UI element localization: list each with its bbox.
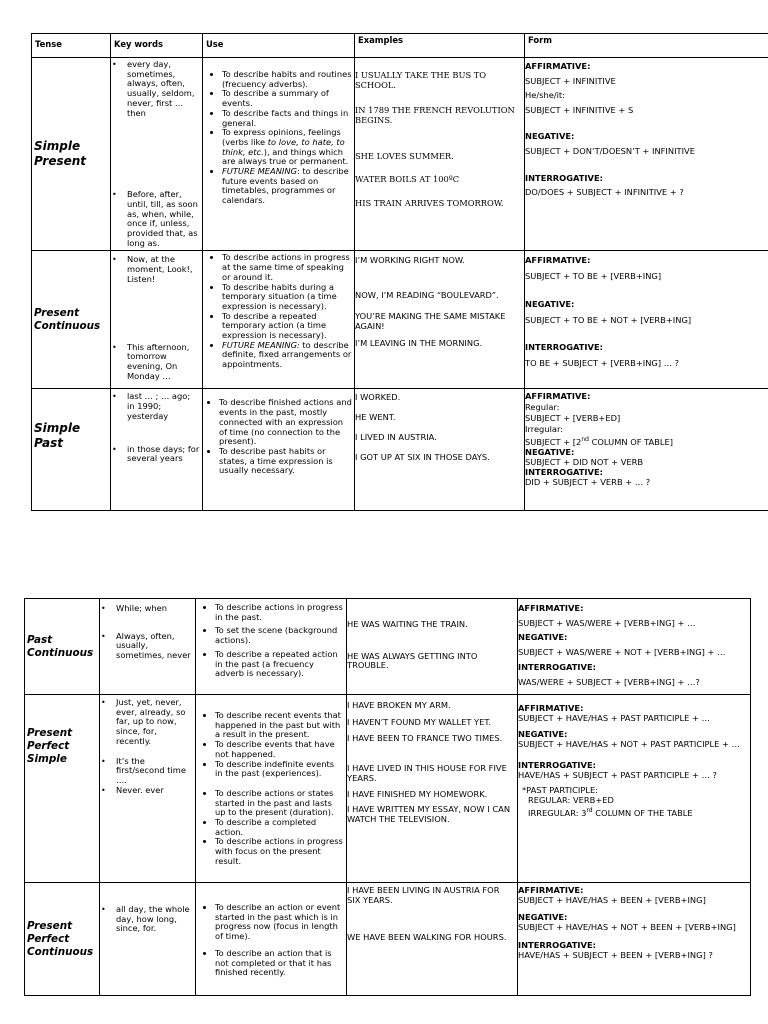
form-line: SUBJECT + [VERB+ED] (525, 412, 621, 423)
form-line: Regular: (525, 402, 560, 413)
form-label: NEGATIVE: (525, 130, 575, 141)
use-item: • To describe actions in progress at the same time of speaking or around it. (222, 253, 352, 282)
form-line: HAVE/HAS + SUBJECT + BEEN + [VERB+ING] ? (518, 949, 713, 960)
use-item: • To describe a repeated action in the past (a frecuency adverb is necessary). (215, 650, 344, 679)
form-label: NEGATIVE: (525, 446, 575, 457)
use-italic: FUTURE MEANING: (222, 339, 300, 350)
form-present-perfect-continuous (518, 883, 751, 996)
examples-present-perfect-simple (347, 695, 518, 883)
form-label: AFFIRMATIVE: (518, 703, 584, 713)
use-present-perfect-simple (196, 695, 347, 883)
use-item: • To describe habits and routines (frecuency adverbs). (222, 70, 352, 89)
example-item: I’M WORKING RIGHT NOW. (355, 255, 465, 266)
form-label: NEGATIVE: (518, 912, 568, 923)
use-present-perfect-continuous (196, 883, 347, 996)
key-word-item: • Just, yet, never, ever, already, so far, up to now, since, for, recently. (116, 698, 193, 747)
form-line: He/she/it: (525, 90, 565, 101)
example-item: I HAVE BEEN LIVING IN AUSTRIA FOR SIX YEARS. (347, 885, 500, 905)
example-item: I HAVE BROKEN MY ARM. (347, 700, 451, 710)
header-examples: Examples (355, 34, 525, 58)
key-word-item: • last … ; … ago; in 1990; yesterday (127, 392, 200, 421)
table-header-row (32, 34, 768, 58)
example-item: NOW, I’M READING “BOULEVARD”. (355, 290, 499, 301)
tense-word: Continuous (34, 319, 101, 332)
form-sup: rd (586, 806, 593, 814)
form-text: COLUMN OF THE TABLE (592, 807, 693, 818)
form-label: AFFIRMATIVE: (518, 885, 584, 895)
form-simple-present (525, 58, 768, 251)
form-line: Irregular: (525, 423, 564, 434)
table-row-present-continuous (32, 251, 768, 389)
use-past-continuous (196, 599, 347, 695)
use-item: • To describe a repeated temporary action (a time expression is necessary). (222, 312, 352, 341)
use-item: • To describe finished actions and events in the past, mostly connected with an expression of time (no connection to the present). (219, 398, 352, 447)
form-text: SUBJECT + [2 (525, 437, 582, 448)
form-line: SUBJECT + HAVE/HAS + NOT + BEEN + [VERB+ING] (518, 922, 736, 933)
use-simple-past (203, 389, 355, 511)
table-row-simple-past (32, 389, 768, 511)
use-item: • To describe a completed action. (215, 818, 344, 837)
form-line: SUBJECT + DID NOT + VERB (525, 457, 644, 468)
tense-word: Continuous (27, 945, 94, 958)
tenses-table-2 (24, 598, 751, 996)
tense-present-perfect-continuous (25, 883, 100, 996)
tense-word: Continuous (27, 646, 94, 659)
example-item: HE WAS WAITING THE TRAIN. (347, 619, 468, 629)
example-item: WE HAVE BEEN WALKING FOR HOURS. (347, 932, 507, 943)
tense-word: Present (34, 306, 80, 319)
tense-present-perfect-simple (25, 695, 100, 883)
form-line: SUBJECT + TO BE + [VERB+ING] (525, 271, 662, 282)
tense-word: Simple (34, 421, 81, 436)
form-label: AFFIRMATIVE: (518, 603, 584, 613)
key-words-simple-past (111, 389, 203, 511)
use-item: • To set the scene (background actions). (215, 626, 344, 645)
form-label: INTERROGATIVE: (525, 342, 603, 353)
key-word-item: • in those days; for several years (127, 445, 200, 464)
use-item: • To describe a summary of events. (222, 89, 352, 108)
form-line (525, 435, 768, 447)
use-item (222, 128, 352, 167)
key-word-item: • While; when (116, 604, 193, 614)
form-past-continuous (518, 599, 751, 695)
form-present-perfect-simple (518, 695, 751, 883)
use-item (222, 341, 352, 370)
key-word-item: • Always, often, usually, sometimes, never (116, 632, 193, 661)
key-word-item: • Now, at the moment, Look!, Listen! (127, 255, 200, 284)
tense-word: Perfect (27, 740, 70, 752)
form-line: DO/DOES + SUBJECT + INFINITIVE + ? (525, 186, 684, 197)
key-words-present-perfect-continuous (100, 883, 196, 996)
form-line: WAS/WERE + SUBJECT + [VERB+ING] + …? (518, 676, 700, 687)
key-word-item: • Before, after, until, till, as soon as, when, while, once if, unless, provided that, as long as. (127, 190, 200, 248)
use-item: • To describe habits during a temporary situation (a time expression is necessary). (222, 283, 352, 312)
use-item: • To describe indefinite events in the past (experiences). (215, 760, 344, 779)
example-item: I HAVE BEEN TO FRANCE TWO TIMES. (347, 733, 503, 744)
examples-simple-past (355, 389, 525, 511)
use-item: • To describe actions in progress in the past. (215, 603, 344, 622)
key-words-simple-present (111, 58, 203, 251)
form-label: INTERROGATIVE: (518, 939, 596, 950)
example-item: I HAVEN’T FOUND MY WALLET YET. (347, 716, 492, 727)
form-line: SUBJECT + HAVE/HAS + PAST PARTICIPLE + … (518, 712, 710, 723)
form-line: SUBJECT + WAS/WERE + [VERB+ING] + … (518, 617, 696, 628)
example-item: I HAVE WRITTEN MY ESSAY, NOW I CAN WATCH THE TELEVISION. (347, 804, 511, 824)
form-line: SUBJECT + HAVE/HAS + BEEN + [VERB+ING] (518, 894, 706, 905)
tense-word: Simple (34, 139, 81, 154)
header-tense: Tense (32, 34, 111, 58)
tense-word: Present (34, 154, 87, 169)
form-label: NEGATIVE: (518, 729, 568, 740)
form-label: INTERROGATIVE: (518, 661, 596, 672)
form-label: INTERROGATIVE: (525, 173, 603, 184)
tense-past-continuous (25, 599, 100, 695)
form-line: REGULAR: VERB+ED (528, 794, 614, 805)
form-present-continuous (525, 251, 768, 389)
form-line: SUBJECT + HAVE/HAS + NOT + PAST PARTICIPLE + … (518, 739, 740, 750)
tense-word: Simple (27, 753, 67, 765)
tense-simple-past (32, 389, 111, 511)
examples-simple-present (355, 58, 525, 251)
form-line: HAVE/HAS + SUBJECT + PAST PARTICIPLE + … ? (518, 769, 717, 780)
use-present-continuous (203, 251, 355, 389)
use-item: • To describe an action that is not completed or that it has finished recently. (215, 949, 344, 978)
tense-word: Present (27, 919, 73, 932)
use-text: : to describe future events based on timetables, programmes or calendars. (222, 166, 349, 206)
key-word-item: • It’s the first/second time …. (116, 757, 193, 786)
form-label: NEGATIVE: (525, 298, 575, 309)
example-item: YOU’RE MAKING THE SAME MISTAKE AGAIN! (355, 310, 506, 331)
example-item: I HAVE LIVED IN THIS HOUSE FOR FIVE YEARS. (347, 763, 507, 783)
example-item: I GOT UP AT SIX IN THOSE DAYS. (355, 451, 490, 462)
example-item: I HAVE FINISHED MY HOMEWORK. (347, 788, 488, 799)
use-item: • To describe events that have not happened. (215, 740, 344, 759)
form-text: IRREGULAR: 3 (528, 807, 587, 818)
key-words-present-continuous (111, 251, 203, 389)
key-word-item: • all day, the whole day, how long, since, for. (116, 905, 193, 934)
form-line: *PAST PARTICIPLE: (522, 785, 598, 796)
use-simple-present (203, 58, 355, 251)
form-line: SUBJECT + WAS/WERE + NOT + [VERB+ING] + … (518, 647, 726, 658)
form-simple-past (525, 389, 768, 511)
tenses-table-1 (31, 33, 768, 511)
examples-past-continuous (347, 599, 518, 695)
tense-simple-present (32, 58, 111, 251)
form-line: SUBJECT + INFINITIVE + S (525, 105, 634, 116)
form-line: SUBJECT + DON’T/DOESN’T + INFINITIVE (525, 145, 695, 156)
examples-present-continuous (355, 251, 525, 389)
use-italic: FUTURE MEANING (222, 166, 297, 177)
key-word-item: • Never. ever (116, 786, 193, 796)
tense-word: Past (27, 633, 53, 646)
form-label: AFFIRMATIVE: (525, 391, 591, 402)
form-label: INTERROGATIVE: (518, 759, 596, 770)
form-label: AFFIRMATIVE: (525, 61, 591, 71)
table-row-present-perfect-continuous (25, 883, 751, 996)
use-item (222, 167, 352, 206)
example-item: I’M LEAVING IN THE MORNING. (355, 338, 483, 349)
use-italic: to (267, 136, 277, 147)
table-row-past-continuous (25, 599, 751, 695)
example-item: HE WENT. (355, 412, 396, 423)
tense-word: Present (27, 727, 73, 739)
key-word-item: • every day, sometimes, always, often, usually, seldom, never, first …then (127, 60, 200, 118)
form-line: TO BE + SUBJECT + [VERB+ING] … ? (525, 357, 680, 368)
key-word-item: • This afternoon, tomorrow evening, On Monday … (127, 343, 200, 382)
form-line: SUBJECT + INFINITIVE (525, 75, 616, 86)
use-item: • To describe past habits or states, a time expression is usually necessary. (219, 447, 352, 476)
form-label: INTERROGATIVE: (525, 467, 603, 478)
tense-word: Perfect (27, 932, 70, 945)
use-item: • To describe an action or event started in the past which is in progress now (focus in length of time). (215, 903, 344, 942)
use-italic: love, to hate, to think, etc. (222, 136, 345, 157)
use-item: • To describe actions or states started in the past and lasts up to the present (duration). (215, 789, 344, 818)
tense-present-continuous (32, 251, 111, 389)
table-row-simple-present (32, 58, 768, 251)
example-item: SHE LOVES SUMMER. (355, 150, 454, 161)
example-item: I USUALLY TAKE THE BUS TO SCHOOL. (355, 70, 487, 90)
tense-word: Past (34, 436, 64, 451)
example-item: WATER BOILS AT 100ºC (355, 173, 460, 184)
example-item: HE WAS ALWAYS GETTING INTO TROUBLE. (347, 650, 478, 671)
use-item: • To describe actions in progress with focus on the present result. (215, 837, 344, 866)
key-words-past-continuous (100, 599, 196, 695)
example-item: I WORKED. (355, 392, 401, 403)
use-text: ), and things which are always true or permanent. (222, 146, 349, 167)
example-item: HIS TRAIN ARRIVES TOMORROW. (355, 198, 504, 209)
form-label: NEGATIVE: (518, 632, 568, 643)
use-item: • To describe facts and things in general. (222, 109, 352, 128)
example-item: I LIVED IN AUSTRIA. (355, 431, 437, 442)
table-row-present-perfect-simple (25, 695, 751, 883)
form-text: COLUMN OF TABLE] (588, 437, 674, 448)
form-sup: nd (581, 436, 589, 444)
use-item: • To describe recent events that happened in the past but with a result in the present. (215, 711, 344, 740)
header-use: Use (203, 34, 355, 58)
form-line: SUBJECT + TO BE + NOT + [VERB+ING] (525, 314, 692, 325)
header-form: Form (525, 34, 768, 58)
use-text: To express opinions, feelings (verbs like (222, 127, 341, 147)
examples-present-perfect-continuous (347, 883, 518, 996)
form-line (518, 806, 748, 818)
key-words-present-perfect-simple (100, 695, 196, 883)
form-label: AFFIRMATIVE: (525, 255, 591, 266)
form-line: DID + SUBJECT + VERB + … ? (525, 476, 651, 487)
header-key-words: Key words (111, 34, 203, 58)
example-item: IN 1789 THE FRENCH REVOLUTION BEGINS. (355, 105, 515, 126)
use-text: to describe definite, fixed arrangements or appointments. (222, 339, 352, 370)
